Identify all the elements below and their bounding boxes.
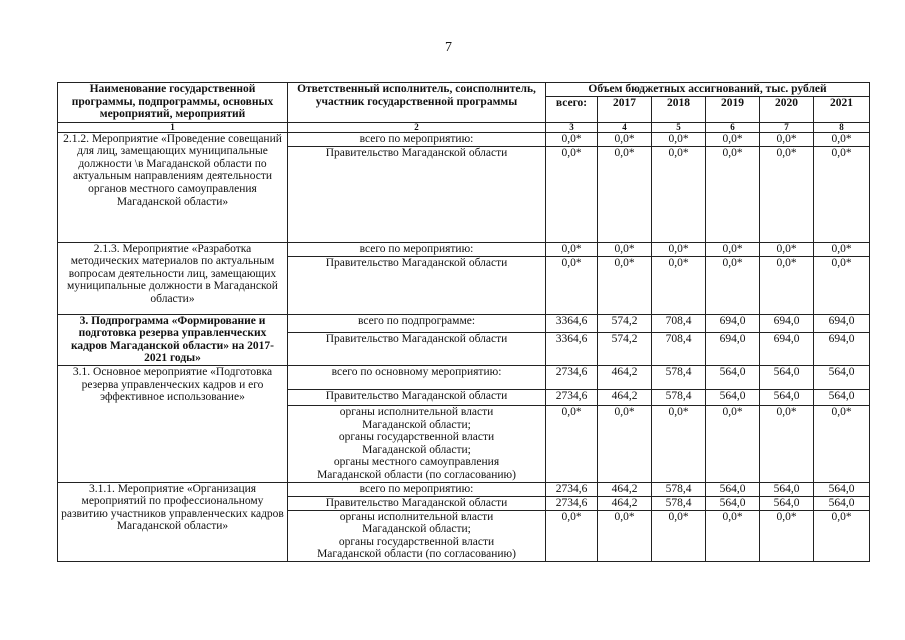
year-value-cell: 0,0*	[652, 405, 706, 482]
table-row	[58, 314, 870, 332]
year-value-cell: 0,0*	[706, 242, 760, 256]
year-value-cell: 564,0	[706, 482, 760, 496]
activity-name: 2.1.3. Мероприятие «Разработка методических материалов по актуальным вопросам деятельности лиц, замещающих муниципальные должности в Магаданской области»	[58, 242, 288, 314]
executor-cell: органы исполнительной власти Магаданской области; органы государственной власти Магаданской области (по согласованию)	[288, 510, 546, 561]
activity-name: 3.1.1. Мероприятие «Организация мероприятий по профессиональному развитию участников управленческих кадров Магаданской области»	[58, 482, 288, 561]
year-value-cell: 708,4	[652, 314, 706, 332]
column-number: 7	[760, 122, 814, 132]
year-value-cell: 0,0*	[652, 242, 706, 256]
year-value-cell: 0,0*	[814, 256, 870, 314]
year-value-cell: 564,0	[706, 496, 760, 510]
year-value-cell: 564,0	[760, 389, 814, 405]
year-value-cell: 578,4	[652, 389, 706, 405]
year-value-cell: 564,0	[706, 389, 760, 405]
year-value-cell: 564,0	[706, 365, 760, 389]
table-row	[58, 132, 870, 146]
year-value-cell: 0,0*	[760, 242, 814, 256]
year-value-cell: 574,2	[598, 314, 652, 332]
year-value-cell: 694,0	[814, 332, 870, 365]
year-value-cell: 0,0*	[598, 405, 652, 482]
year-value-cell: 0,0*	[760, 132, 814, 146]
header-year: 2019	[706, 96, 760, 122]
table-row	[58, 482, 870, 496]
year-value-cell: 0,0*	[598, 146, 652, 242]
year-value-cell: 0,0*	[760, 405, 814, 482]
year-value-cell: 694,0	[814, 314, 870, 332]
year-value-cell: 464,2	[598, 482, 652, 496]
year-value-cell: 0,0*	[706, 256, 760, 314]
executor-cell: Правительство Магаданской области	[288, 256, 546, 314]
year-value-cell: 0,0*	[652, 132, 706, 146]
total-value-cell: 0,0*	[546, 510, 598, 561]
column-number: 4	[598, 122, 652, 132]
total-value-cell: 0,0*	[546, 146, 598, 242]
year-value-cell: 0,0*	[814, 510, 870, 561]
year-value-cell: 694,0	[760, 314, 814, 332]
executor-cell: всего по основному мероприятию:	[288, 365, 546, 389]
activity-name: 2.1.2. Мероприятие «Проведение совещаний для лиц, замещающих муниципальные должности \в Магаданской области по актуальным направлениям деятельности органов местного самоуправления Магаданской области»	[58, 132, 288, 242]
column-number: 3	[546, 122, 598, 132]
year-value-cell: 0,0*	[706, 405, 760, 482]
year-value-cell: 0,0*	[706, 510, 760, 561]
executor-cell: Правительство Магаданской области	[288, 332, 546, 365]
year-value-cell: 464,2	[598, 389, 652, 405]
year-value-cell: 0,0*	[652, 510, 706, 561]
total-value-cell: 3364,6	[546, 314, 598, 332]
year-value-cell: 464,2	[598, 365, 652, 389]
total-value-cell: 0,0*	[546, 405, 598, 482]
year-value-cell: 0,0*	[760, 510, 814, 561]
column-number: 5	[652, 122, 706, 132]
table-body	[58, 132, 870, 561]
executor-cell: органы исполнительной власти Магаданской области; органы государственной власти Магаданской области; органы местного самоуправления Магаданской области (по согласованию)	[288, 405, 546, 482]
year-value-cell: 708,4	[652, 332, 706, 365]
header-executor: Ответственный исполнитель, соисполнитель, участник государственной программы	[288, 83, 546, 123]
total-value-cell: 2734,6	[546, 482, 598, 496]
year-value-cell: 694,0	[760, 332, 814, 365]
header-year: 2017	[598, 96, 652, 122]
total-value-cell: 3364,6	[546, 332, 598, 365]
year-value-cell: 574,2	[598, 332, 652, 365]
year-value-cell: 694,0	[706, 332, 760, 365]
year-value-cell: 0,0*	[760, 146, 814, 242]
year-value-cell: 578,4	[652, 482, 706, 496]
year-value-cell: 564,0	[814, 389, 870, 405]
executor-cell: Правительство Магаданской области	[288, 389, 546, 405]
total-value-cell: 2734,6	[546, 496, 598, 510]
total-value-cell: 0,0*	[546, 256, 598, 314]
executor-cell: Правительство Магаданской области	[288, 146, 546, 242]
executor-cell: всего по мероприятию:	[288, 242, 546, 256]
header-year: 2020	[760, 96, 814, 122]
year-value-cell: 0,0*	[814, 146, 870, 242]
year-value-cell: 564,0	[814, 482, 870, 496]
year-value-cell: 0,0*	[706, 132, 760, 146]
year-value-cell: 0,0*	[598, 256, 652, 314]
page-number: 7	[445, 40, 452, 55]
executor-cell: всего по подпрограмме:	[288, 314, 546, 332]
year-value-cell: 694,0	[706, 314, 760, 332]
total-value-cell: 2734,6	[546, 365, 598, 389]
year-value-cell: 564,0	[814, 496, 870, 510]
column-number: 8	[814, 122, 870, 132]
year-value-cell: 0,0*	[652, 146, 706, 242]
column-number-row	[58, 122, 870, 132]
executor-cell: Правительство Магаданской области	[288, 496, 546, 510]
year-value-cell: 564,0	[760, 365, 814, 389]
column-number: 1	[58, 122, 288, 132]
total-value-cell: 0,0*	[546, 132, 598, 146]
year-value-cell: 0,0*	[706, 146, 760, 242]
year-value-cell: 0,0*	[814, 242, 870, 256]
total-value-cell: 0,0*	[546, 242, 598, 256]
year-value-cell: 0,0*	[814, 132, 870, 146]
total-value-cell: 2734,6	[546, 389, 598, 405]
header-year: 2018	[652, 96, 706, 122]
column-number: 6	[706, 122, 760, 132]
year-value-cell: 0,0*	[814, 405, 870, 482]
year-value-cell: 578,4	[652, 365, 706, 389]
year-value-cell: 0,0*	[652, 256, 706, 314]
activity-name: 3.1. Основное мероприятие «Подготовка резерва управленческих кадров и его эффективное использование»	[58, 365, 288, 482]
header-row-1	[58, 83, 870, 97]
year-value-cell: 0,0*	[598, 510, 652, 561]
executor-cell: всего по мероприятию:	[288, 482, 546, 496]
table-row	[58, 242, 870, 256]
year-value-cell: 564,0	[760, 496, 814, 510]
table-row	[58, 365, 870, 389]
year-value-cell: 564,0	[814, 365, 870, 389]
year-value-cell: 564,0	[760, 482, 814, 496]
year-value-cell: 0,0*	[598, 242, 652, 256]
year-value-cell: 578,4	[652, 496, 706, 510]
activity-name: 3. Подпрограмма «Формирование и подготовка резерва управленческих кадров Магаданской области» на 2017-2021 годы»	[58, 314, 288, 365]
executor-cell: всего по мероприятию:	[288, 132, 546, 146]
header-year: 2021	[814, 96, 870, 122]
header-total: всего:	[546, 96, 598, 122]
year-value-cell: 0,0*	[598, 132, 652, 146]
column-number: 2	[288, 122, 546, 132]
header-name: Наименование государственной программы, подпрограммы, основных мероприятий, мероприятий	[58, 83, 288, 123]
year-value-cell: 0,0*	[760, 256, 814, 314]
year-value-cell: 464,2	[598, 496, 652, 510]
budget-table	[57, 82, 870, 562]
header-budget: Объем бюджетных ассигнований, тыс. рублей	[546, 83, 870, 97]
